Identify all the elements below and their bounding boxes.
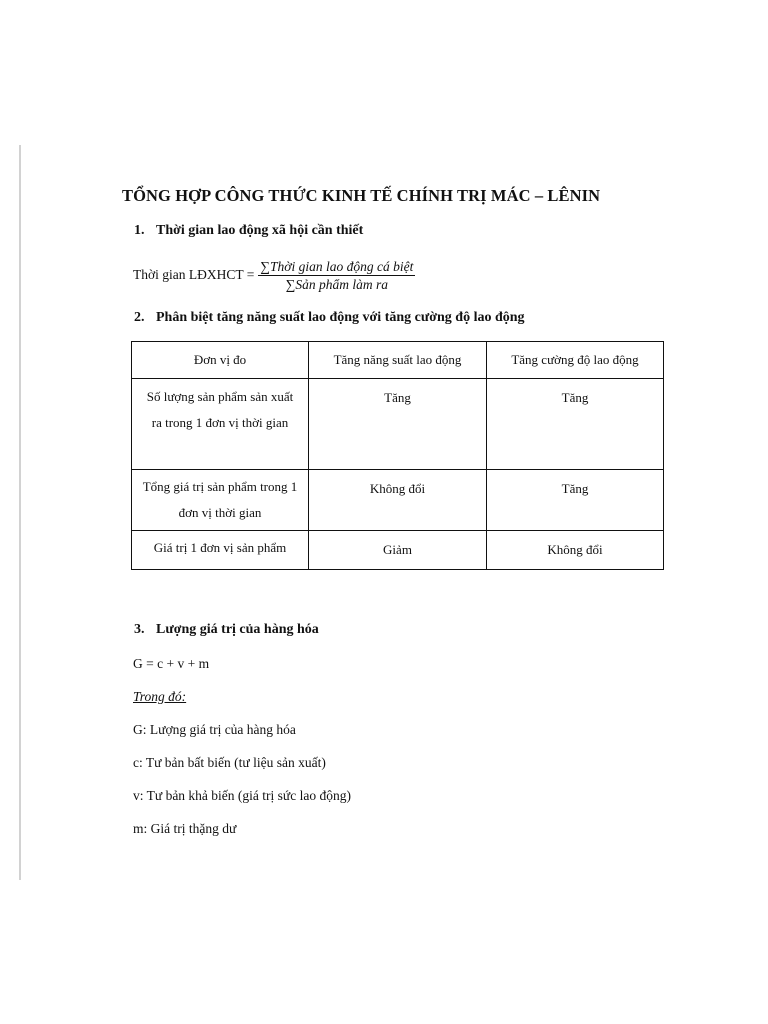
value-formula: G = c + v + m: [133, 656, 210, 671]
definition-line: m: Giá trị thặng dư: [133, 821, 237, 836]
definition-line: v: Tư bản khả biến (giá trị sức lao động): [133, 788, 351, 803]
table-cell: Tăng: [487, 470, 664, 531]
table-header-cell: Tăng cường độ lao động: [487, 342, 664, 379]
section-2-title: Phân biệt tăng năng suất lao động với tăng cường độ lao động: [156, 310, 525, 325]
ldxhct-formula: [133, 257, 415, 293]
section-1-heading: [134, 223, 363, 239]
table-row: [132, 379, 664, 470]
definition-line: c: Tư bản bất biến (tư liệu sản xuất): [133, 755, 326, 770]
table-cell: Tăng: [487, 379, 664, 470]
section-2-number: 2.: [134, 310, 145, 325]
table-cell: Không đổi: [487, 531, 664, 570]
formula-fraction: [258, 258, 415, 293]
definition-line: G: Lượng giá trị của hàng hóa: [133, 722, 296, 737]
table-cell: Không đổi: [309, 470, 487, 531]
table-header-row: [132, 342, 664, 379]
table-cell: Tăng: [309, 379, 487, 470]
table-header-cell: Tăng năng suất lao động: [309, 342, 487, 379]
table-row: [132, 531, 664, 570]
table-header-cell: Đơn vị đo: [132, 342, 309, 379]
formula-denominator: ∑Sản phẩm làm ra: [285, 276, 388, 292]
section-3-number: 3.: [134, 622, 145, 637]
table-cell: Tổng giá trị sản phẩm trong 1 đơn vị thời gian: [132, 470, 309, 531]
table-row: [132, 470, 664, 531]
where-label: Trong đó:: [133, 689, 187, 704]
section-1-number: 1.: [134, 223, 145, 238]
formula-lhs: Thời gian LĐXHCT =: [133, 267, 255, 282]
formula-numerator: ∑Thời gian lao động cá biệt: [260, 258, 414, 274]
section-2-heading: [134, 310, 525, 326]
table-cell: Giá trị 1 đơn vị sản phẩm: [132, 531, 309, 570]
section-3-heading: [134, 622, 319, 638]
comparison-table: [131, 341, 664, 570]
section-3-title: Lượng giá trị của hàng hóa: [156, 622, 319, 637]
table-cell: Số lượng sản phẩm sản xuất ra trong 1 đơn vị thời gian: [132, 379, 309, 470]
document-title: TỔNG HỢP CÔNG THỨC KINH TẾ CHÍNH TRỊ MÁC – LÊNIN: [122, 186, 601, 205]
section-1-title: Thời gian lao động xã hội cần thiết: [156, 223, 364, 238]
table-cell: Giảm: [309, 531, 487, 570]
